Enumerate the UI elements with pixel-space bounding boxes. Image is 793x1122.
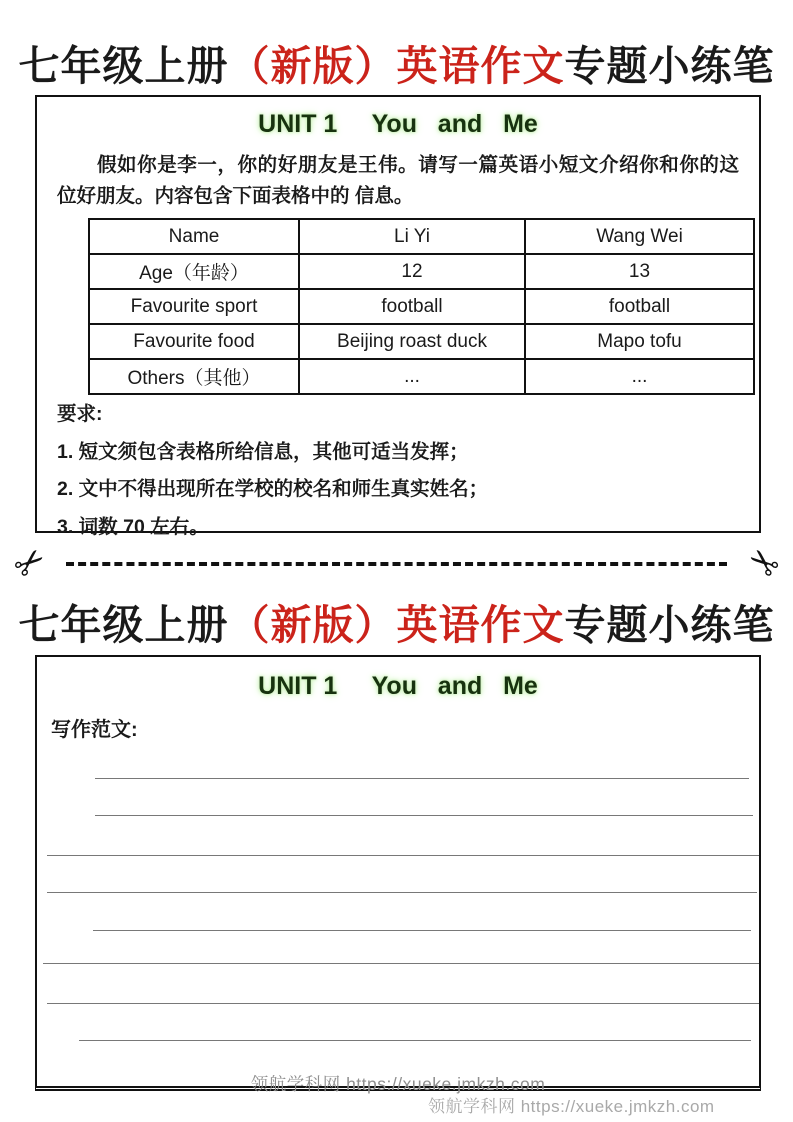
- page-title-black-tail: 专题小练笔: [564, 602, 775, 648]
- sample-essay-label: 写作范文:: [51, 719, 138, 741]
- table-cell: Age（年龄）: [89, 254, 299, 289]
- table-row: [89, 254, 754, 289]
- writing-line: [95, 778, 749, 779]
- table-cell: Name: [89, 219, 299, 254]
- clipped-watermark: 领航学科网 https://xueke.jmkzh.com: [428, 1097, 715, 1116]
- scissors-icon: ✂: [738, 537, 788, 589]
- writing-line: [93, 930, 751, 931]
- prompt-section: [35, 95, 761, 538]
- page-title-black-tail: 专题小练笔: [564, 43, 775, 89]
- table-cell: Favourite sport: [89, 289, 299, 324]
- page-title: [0, 592, 793, 651]
- info-table: [88, 218, 755, 395]
- writing-line: [95, 815, 753, 816]
- table-cell: Others（其他）: [89, 359, 299, 394]
- requirement-item: 3. 词数 70 左右。: [57, 515, 209, 538]
- table-cell: football: [299, 289, 525, 324]
- table-cell: Favourite food: [89, 324, 299, 359]
- table-cell: Beijing roast duck: [299, 324, 525, 359]
- site-watermark: 领航学科网 https://xueke.jmkzh.com: [250, 1074, 546, 1094]
- unit-heading: UNIT 1 You and Me: [258, 672, 538, 700]
- unit-heading: UNIT 1 You and Me: [258, 110, 538, 138]
- requirements-label: 要求:: [57, 403, 103, 425]
- writing-line: [47, 892, 757, 893]
- table-row: [89, 219, 754, 254]
- requirements-list: [57, 396, 743, 546]
- page-title-red: （新版）英语作文: [228, 602, 565, 648]
- cut-line: [0, 537, 793, 590]
- answer-section: [35, 655, 761, 1094]
- table-row: [89, 289, 754, 324]
- requirement-item: 1. 短文须包含表格所给信息，其他可适当发挥；: [57, 440, 469, 463]
- table-row: [89, 324, 754, 359]
- writing-line: [79, 1040, 751, 1041]
- table-cell: Li Yi: [299, 219, 525, 254]
- table-cell: ...: [299, 359, 525, 394]
- table-cell: 13: [525, 254, 754, 289]
- page-title-black-lead: 七年级上册: [18, 602, 229, 648]
- requirement-item: 2. 文中不得出现所在学校的校名和师生真实姓名；: [57, 478, 489, 500]
- table-cell: 12: [299, 254, 525, 289]
- page-title-red: （新版）英语作文: [228, 43, 565, 89]
- writing-line: [47, 855, 759, 856]
- page-title: [0, 33, 793, 92]
- table-cell: Wang Wei: [525, 219, 754, 254]
- dashed-cut-rule: [66, 562, 727, 566]
- scissors-icon: ✂: [5, 537, 55, 589]
- table-cell: ...: [525, 359, 754, 394]
- writing-line: [43, 963, 759, 964]
- writing-line: [47, 1003, 759, 1004]
- table-row: [89, 359, 754, 394]
- page-title-black-lead: 七年级上册: [18, 43, 229, 89]
- table-cell: football: [525, 289, 754, 324]
- prompt-text: 假如你是李一，你的好朋友是王伟。请写一篇英语小短文介绍你和你的这位好朋友。内容包含下面表格中的 信息。: [57, 154, 739, 207]
- table-cell: Mapo tofu: [525, 324, 754, 359]
